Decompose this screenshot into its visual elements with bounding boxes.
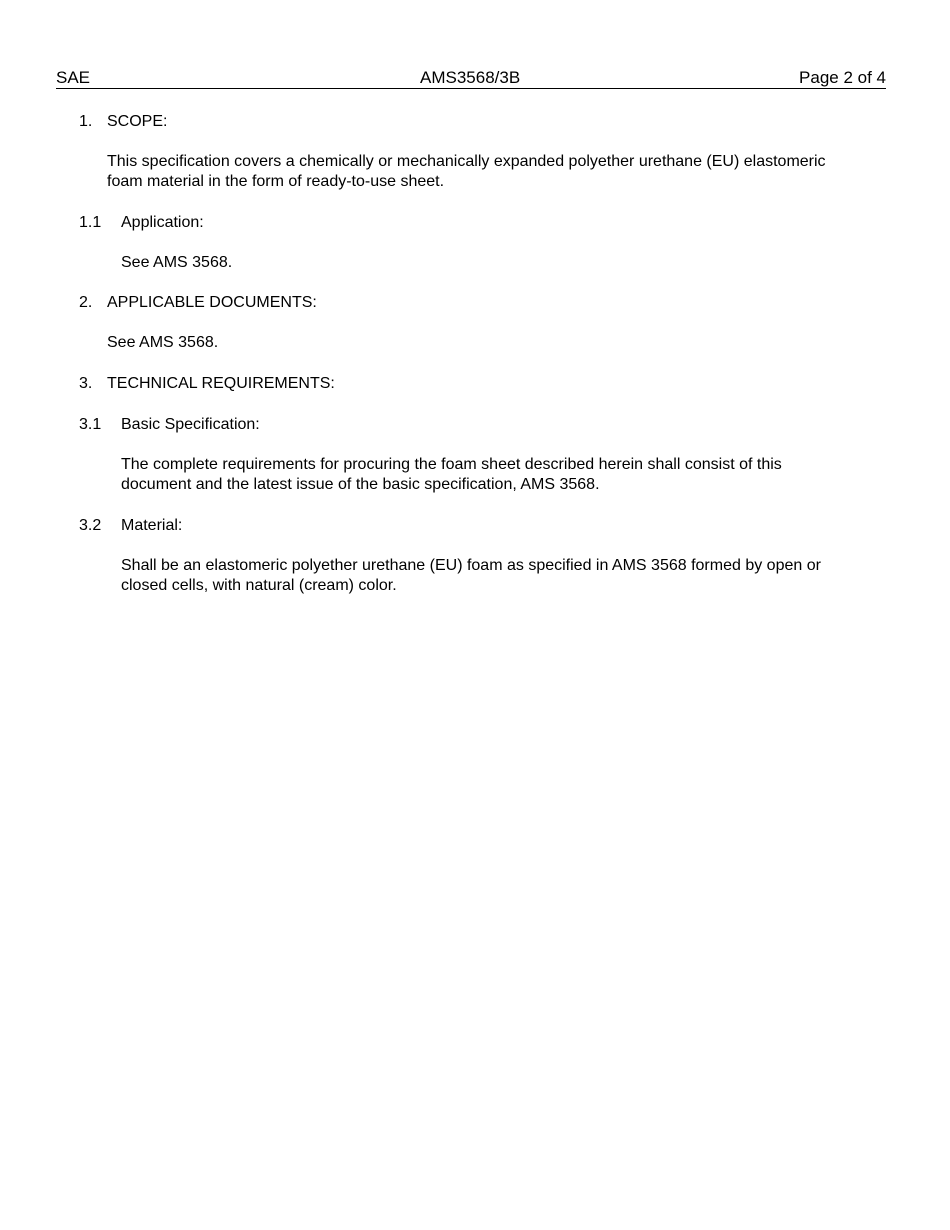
- header-page-number: Page 2 of 4: [799, 68, 886, 87]
- section-title: SCOPE:: [107, 113, 168, 130]
- header-doc-number: AMS3568/3B: [420, 68, 521, 87]
- section-3-1-body-line-1: The complete requirements for procuring the foam sheet described herein shall consist of this: [121, 456, 782, 473]
- section-title: Material:: [121, 517, 183, 534]
- section-number: 3.2: [79, 517, 102, 534]
- section-1-body-line-2: foam material in the form of ready-to-use sheet.: [107, 173, 445, 190]
- section-number: 3.: [79, 375, 93, 392]
- section-2-body: See AMS 3568.: [107, 334, 219, 351]
- section-3-2-body-line-1: Shall be an elastomeric polyether urethane (EU) foam as specified in AMS 3568 formed by open or: [121, 557, 821, 574]
- header-org: SAE: [56, 68, 91, 87]
- section-title: Application:: [121, 214, 204, 231]
- page-header: [56, 68, 886, 89]
- section-3-1-body-line-2: document and the latest issue of the basic specification, AMS 3568.: [121, 476, 600, 493]
- section-title: APPLICABLE DOCUMENTS:: [107, 294, 317, 311]
- section-number: 2.: [79, 294, 93, 311]
- section-title: Basic Specification:: [121, 416, 260, 433]
- section-number: 1.: [79, 113, 93, 130]
- section-title: TECHNICAL REQUIREMENTS:: [107, 375, 335, 392]
- section-1-body-line-1: This specification covers a chemically or mechanically expanded polyether urethane (EU) elastomeric: [107, 153, 826, 170]
- section-number: 3.1: [79, 416, 102, 433]
- section-number: 1.1: [79, 214, 102, 231]
- section-1-1-body: See AMS 3568.: [121, 254, 233, 271]
- section-3-2-body-line-2: closed cells, with natural (cream) color.: [121, 577, 397, 594]
